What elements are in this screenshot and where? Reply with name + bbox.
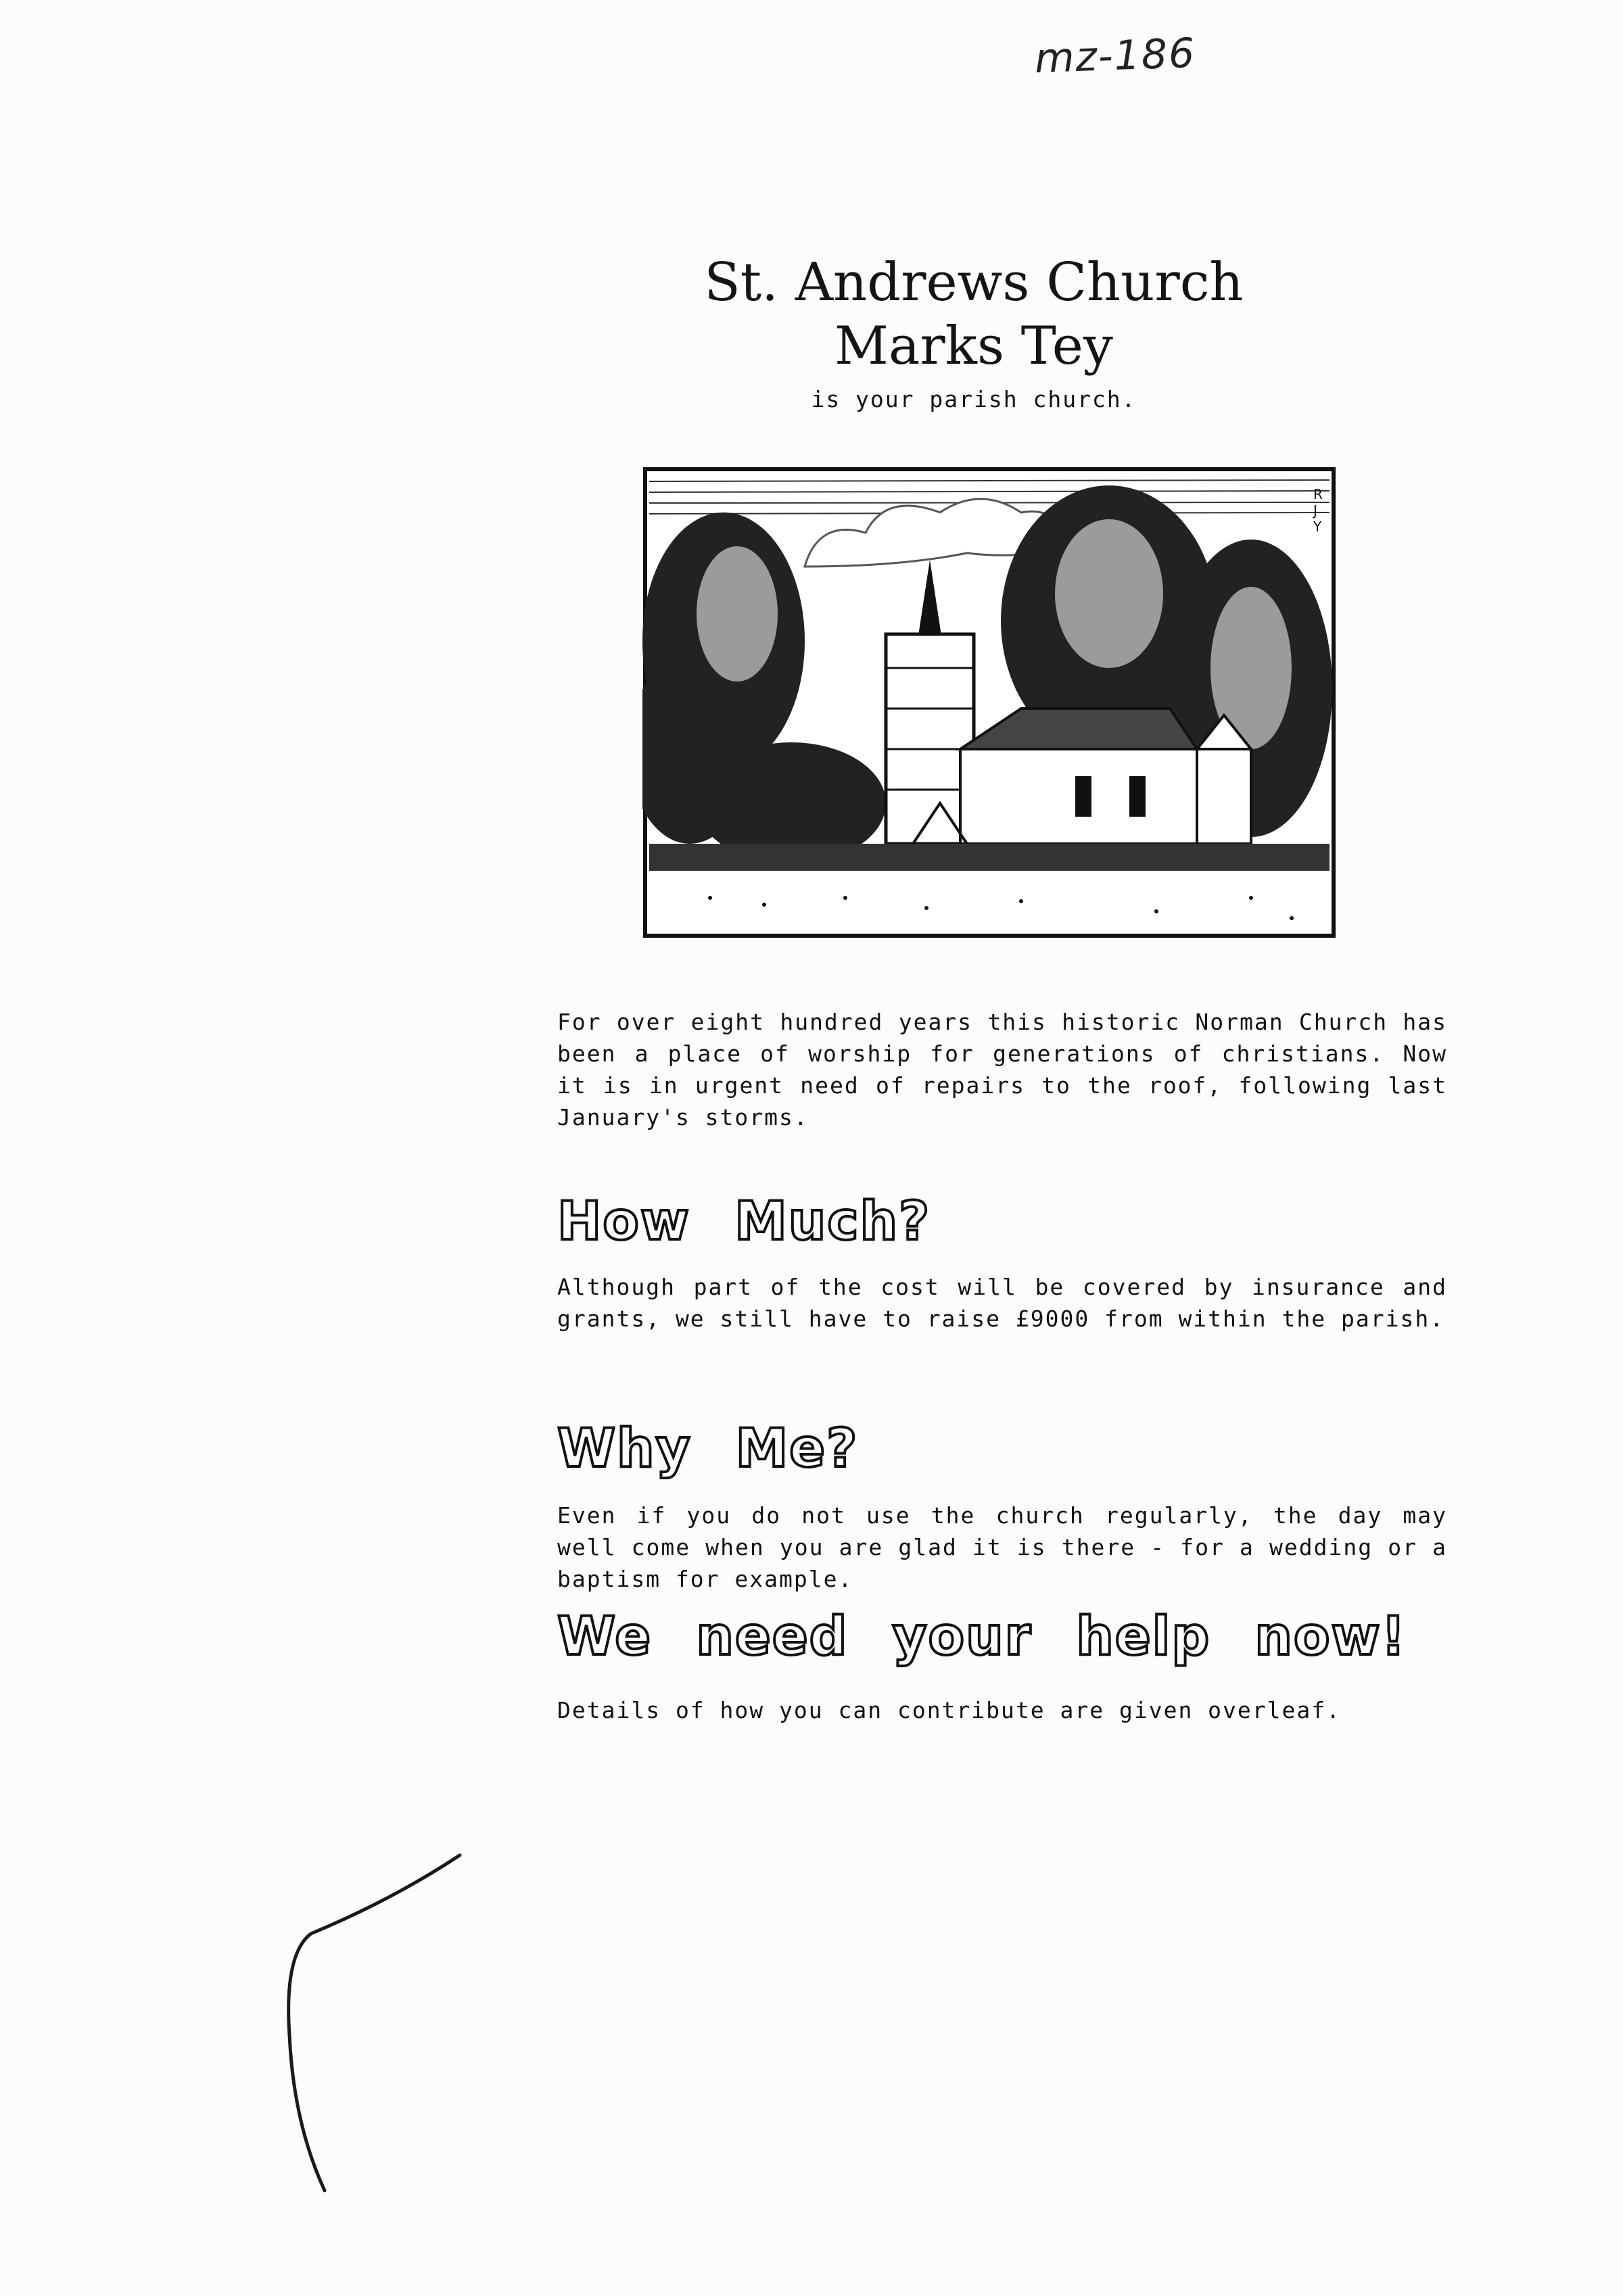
footer-note: Details of how you can contribute are given overleaf. [557, 1697, 1341, 1723]
why-me-body: Even if you do not use the church regularly, the day may well come when you are glad it is there - for a wedding or a baptism for example. [557, 1502, 1447, 1592]
title-block [0, 252, 1623, 412]
artist-initial-y: Y [1313, 519, 1322, 535]
artist-initial-j: J [1313, 502, 1317, 519]
location-title: Marks Tey [834, 315, 1113, 377]
how-much-body: Although part of the cost will be covered by insurance and grants, we still have to raise £9000 from within the parish. [557, 1274, 1447, 1332]
how-much-heading: How Much? [557, 1191, 931, 1252]
subtitle: is your parish church. [811, 386, 1137, 413]
handwritten-reference-note: mz-186 [1033, 29, 1197, 83]
call-to-action-heading: We need your help now! [557, 1606, 1407, 1667]
intro-paragraph: For over eight hundred years this historic Norman Church has been a place of worship for generations of christians. Now it is in urgent need of repairs to the roof, following last January's storms. [557, 1009, 1447, 1130]
church-illustration-icon [642, 465, 1338, 942]
church-name-title: St. Andrews Church [704, 252, 1244, 313]
handwritten-pen-stroke [270, 1839, 487, 2204]
why-me-heading: Why Me? [557, 1418, 859, 1479]
artist-initial-r: R [1313, 486, 1323, 502]
